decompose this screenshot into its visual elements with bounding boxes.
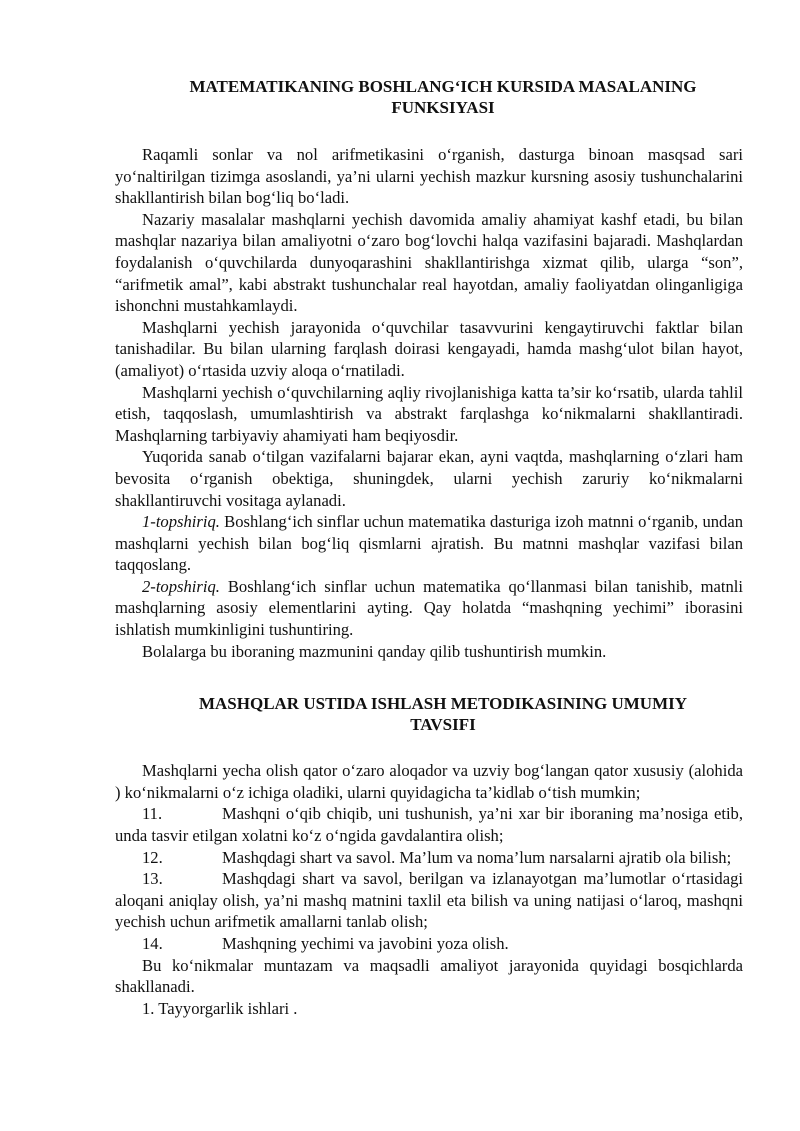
section-heading-2 [115,693,743,735]
paragraph: Mashqlarni yechish jarayonida o‘quvchilar tasavvurini kengaytiruvchi faktlar bilan tanishadilar. Bu bilan ularning farqlash doirasi kengayadi, hamda mashg‘ulot bilan hayot, (amaliyot) o‘rtasida uzviy aloqa o‘rnatiladi. [115,317,743,380]
paragraph: Mashqlarni yechish o‘quvchilarning aqliy rivojlanishiga katta ta’sir ko‘rsatib, ularda tahlil etish, taqqoslash, umumlashtirish va abstrakt farqlashga ko‘nikmalarni shakllantiradi. Mashqlarning tarbiyaviy ahamiyati ham beqiyosdir. [115,382,743,445]
list-number: 11. [142,804,163,824]
heading-line: MASHQLAR USTIDA ISHLASH METODIKASINING UMUMIY [198,694,688,714]
list-item [115,868,743,933]
list-item [115,933,743,955]
task-paragraph [115,511,743,576]
list-text: Mashqning yechimi va javobini yoza olish. [222,934,509,953]
heading-line: MATEMATIKANING BOSHLANG‘ICH KURSIDA MASALANING [189,77,697,96]
task-label: 2-topshiriq. [142,576,220,596]
paragraph: Raqamli sonlar va nol arifmetikasini o‘rganish, dasturga binoan masqsad sari yo‘naltirilgan tizimga asoslandi, ya’ni ularni yechish mazkur kursning asosiy tushunchalarini shakllantirish bilan bog‘liq bo‘ladi. [115,145,743,208]
heading-line: FUNKSIYASI [391,98,495,117]
paragraph: Bu ko‘nikmalar muntazam va maqsadli amaliyot jarayonida quyidagi bosqichlarda shakllanadi. [115,955,743,997]
document-page [115,76,743,1019]
task-label: 1-topshiriq. [142,512,220,532]
paragraph: 1. Tayyorgarlik ishlari . [142,998,298,1018]
paragraph: Yuqorida sanab o‘tilgan vazifalarni bajarar ekan, ayni vaqtda, mashqlarning o‘zlari ham bevosita o‘rganish obektiga, shuningdek, ularni yechish zaruriy ko‘nikmalarni shakllantiruvchi vositaga aylanadi. [115,447,743,510]
paragraph: Nazariy masalalar mashqlarni yechish davomida amaliy ahamiyat kashf etadi, bu bilan mashqlar nazariya bilan amaliyotni o‘zaro bog‘lovchi halqa vazifasini bajaradi. Mashqlardan foydalanish o‘quvchilarda dunyoqarashini shakllantirishga xizmat qilib, ularga “son”, “arifmetik amal”, kabi abstrakt tushunchalar real hayotdan, amaliy faoliyatdan olinganligiga ishonchni mustahkamlaydi. [115,209,743,316]
task-text: Boshlang‘ich sinflar uchun matematika dasturiga izoh matnni o‘rganib, undan mashqlarni yechish bilan bog‘liq qismlarni ajratish. Bu matnni mashqlar vazifasi bilan taqqoslang. [115,512,743,575]
list-text: Mashqni o‘qib chiqib, uni tushunish, ya’ni xar bir iboraning ma’nosiga etib, unda tasvir etilgan xolatni ko‘z o‘ngida gavdalantira olish; [115,804,743,846]
list-item [115,847,743,869]
list-item [115,803,743,846]
list-number: 14. [142,934,163,953]
list-number: 12. [142,847,163,867]
task-paragraph [115,576,743,641]
paragraph: Bolalarga bu iboraning mazmunini qanday qilib tushuntirish mumkin. [142,641,607,661]
list-text: Mashqdagi shart va savol, berilgan va izlanayotgan ma’lumotlar o‘rtasidagi aloqani aniqlay olish, ya’ni mashq matnini taxlil eta bilish va uning natijasi o‘laroq, mashqni yechish uchun arifmetik amallarni tanlab olish; [115,869,743,932]
list-text: Mashqdagi shart va savol. Ma’lum va noma’lum narsalarni ajratib ola bilish; [222,847,732,867]
paragraph: Mashqlarni yecha olish qator o‘zaro aloqador va uzviy bog‘langan qator xususiy (alohida ) ko‘nikmalarni o‘z ichiga oladiki, ularni quyidagicha ta’kidlab o‘tish mumkin; [115,761,743,802]
section-heading-1 [115,76,743,118]
task-text: Boshlang‘ich sinflar uchun matematika qo‘llanmasi bilan tanishib, matnli mashqlarning asosiy elementlarini ayting. Qay holatda “mashqning yechimi” iborasini ishlatish mumkinligini tushuntiring. [115,576,743,640]
heading-line: TAVSIFI [410,715,476,735]
list-number: 13. [142,869,163,889]
